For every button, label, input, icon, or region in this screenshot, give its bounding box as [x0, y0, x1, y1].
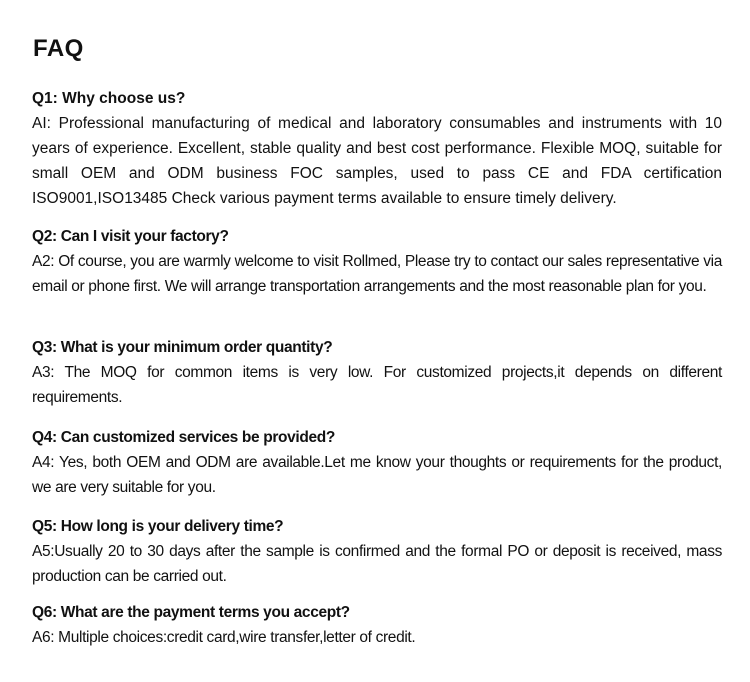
faq-answer: A6: Multiple choices:credit card,wire transfer,letter of credit. — [32, 629, 416, 646]
faq-item-6 — [32, 600, 722, 650]
faq-question: Q1: Why choose us? — [32, 90, 186, 107]
faq-answer: AI: Professional manufacturing of medical and laboratory consumables and instruments with 10 years of experience. Excellent, stable quality and best cost performance. Flexible MOQ, suitable for small OEM and ODM business FOC samples, used to pass CE and FDA certification ISO9001,ISO13485 Check various payment terms available to ensure timely delivery. — [32, 115, 722, 207]
faq-answer: A3: The MOQ for common items is very low. For customized projects,it depends on different requirements. — [32, 364, 722, 406]
faq-item-4 — [32, 425, 722, 500]
faq-answer: A2: Of course, you are warmly welcome to visit Rollmed, Please try to contact our sales representative via email or phone first. We will arrange transportation arrangements and the most reasonable plan for you. — [32, 253, 722, 295]
faq-item-5 — [32, 514, 722, 589]
faq-item-3 — [32, 335, 722, 410]
faq-question: Q6: What are the payment terms you accept? — [32, 604, 350, 621]
faq-question: Q2: Can I visit your factory? — [32, 228, 229, 245]
faq-answer: A5:Usually 20 to 30 days after the sample is confirmed and the formal PO or deposit is received, mass production can be carried out. — [32, 543, 722, 585]
page-title: FAQ — [33, 35, 84, 62]
faq-question: Q5: How long is your delivery time? — [32, 518, 284, 535]
faq-answer: A4: Yes, both OEM and ODM are available.Let me know your thoughts or requirements for the product, we are very suitable for you. — [32, 454, 722, 496]
faq-item-1 — [32, 86, 722, 211]
faq-question: Q4: Can customized services be provided? — [32, 429, 335, 446]
faq-question: Q3: What is your minimum order quantity? — [32, 339, 333, 356]
faq-item-2 — [32, 224, 722, 299]
